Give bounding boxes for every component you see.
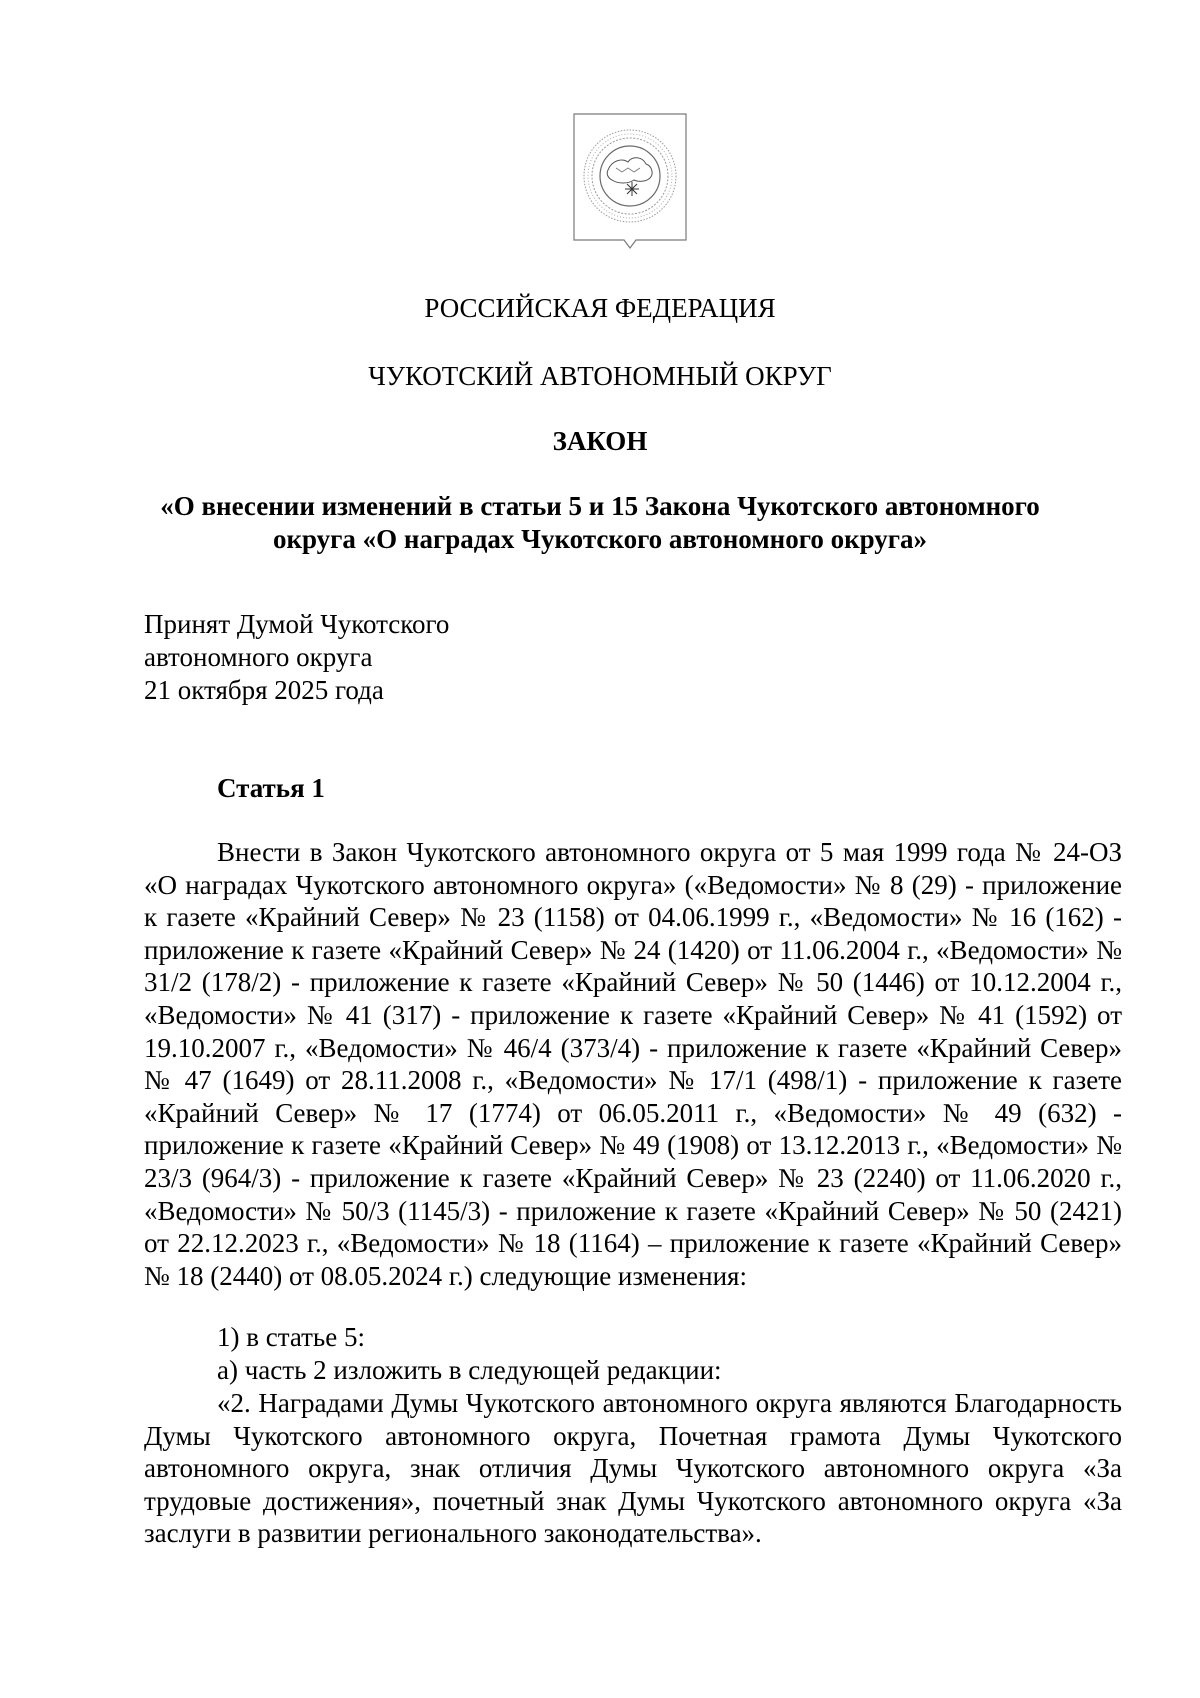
article-paragraph: Внести в Закон Чукотского автономного округа от 5 мая 1999 года № 24-ОЗ «О наградах Чукотского автономного округа» («Ведомости» № 8 (29) - приложение к газете «Крайний Север» № 23 (1158) от 04.06.1999 г., «Ведомости» № 16 (162) - приложение к газете «Крайний Север» № 24 (1420) от 11.06.2004 г., «Ведомости» № 31/2 (178/2) - приложение к газете «Крайний Север» № 50 (1446) от 10.12.2004 г., «Ведомости» № 41 (317) - приложение к газете «Крайний Север» № 41 (1592) от 19.10.2007 г., «Ведомости» № 46/4 (373/4) - приложение к газете «Крайний Север» № 47 (1649) от 28.11.2008 г., «Ведомости» № 17/1 (498/1) - приложение к газете «Крайний Север» № 17 (1774) от 06.05.2011 г., «Ведомости» № 49 (632) - приложение к газете «Крайний Север» № 49 (1908) от 13.12.2013 г., «Ведомости» № 23/3 (964/3) - приложение к газете «Крайний Север» № 23 (2240) от 11.06.2020 г., «Ведомости» № 50/3 (1145/3) - приложение к газете «Крайний Север» № 50 (2421) от 22.12.2023 г., «Ведомости» № 18 (1164) – приложение к газете «Крайний Север» № 18 (2440) от 08.05.2024 г.) следующие изменения:	[144, 837, 1122, 1291]
list-item: 1) в статье 5:	[217, 1322, 365, 1352]
adoption-line: Принят Думой Чукотского	[144, 609, 450, 639]
adoption-line: автономного округа	[144, 642, 373, 672]
region-heading: ЧУКОТСКИЙ АВТОНОМНЫЙ ОКРУГ	[368, 361, 832, 391]
list-subitem: а) часть 2 изложить в следующей редакции:	[217, 1355, 722, 1385]
adoption-block	[144, 608, 449, 707]
coat-of-arms-icon	[572, 112, 688, 264]
country-heading: РОССИЙСКАЯ ФЕДЕРАЦИЯ	[424, 293, 776, 323]
quoted-amendment: «2. Наградами Думы Чукотского автономного округа являются Благодарность Думы Чукотского автономного округа, Почетная грамота Думы Чукотского автономного округа, знак отличия Думы Чукотского автономного округа «За трудовые достижения», почетный знак Думы Чукотского автономного округа «За заслуги в развитии регионального законодательства».	[144, 1388, 1122, 1549]
adoption-date: 21 октября 2025 года	[144, 675, 384, 705]
law-title: «О внесении изменений в статьи 5 и 15 Закона Чукотского автономного округа «О наградах Чукотского автономного округа»	[160, 491, 1040, 554]
document-type-heading: ЗАКОН	[552, 426, 648, 456]
article-heading: Статья 1	[217, 773, 325, 803]
